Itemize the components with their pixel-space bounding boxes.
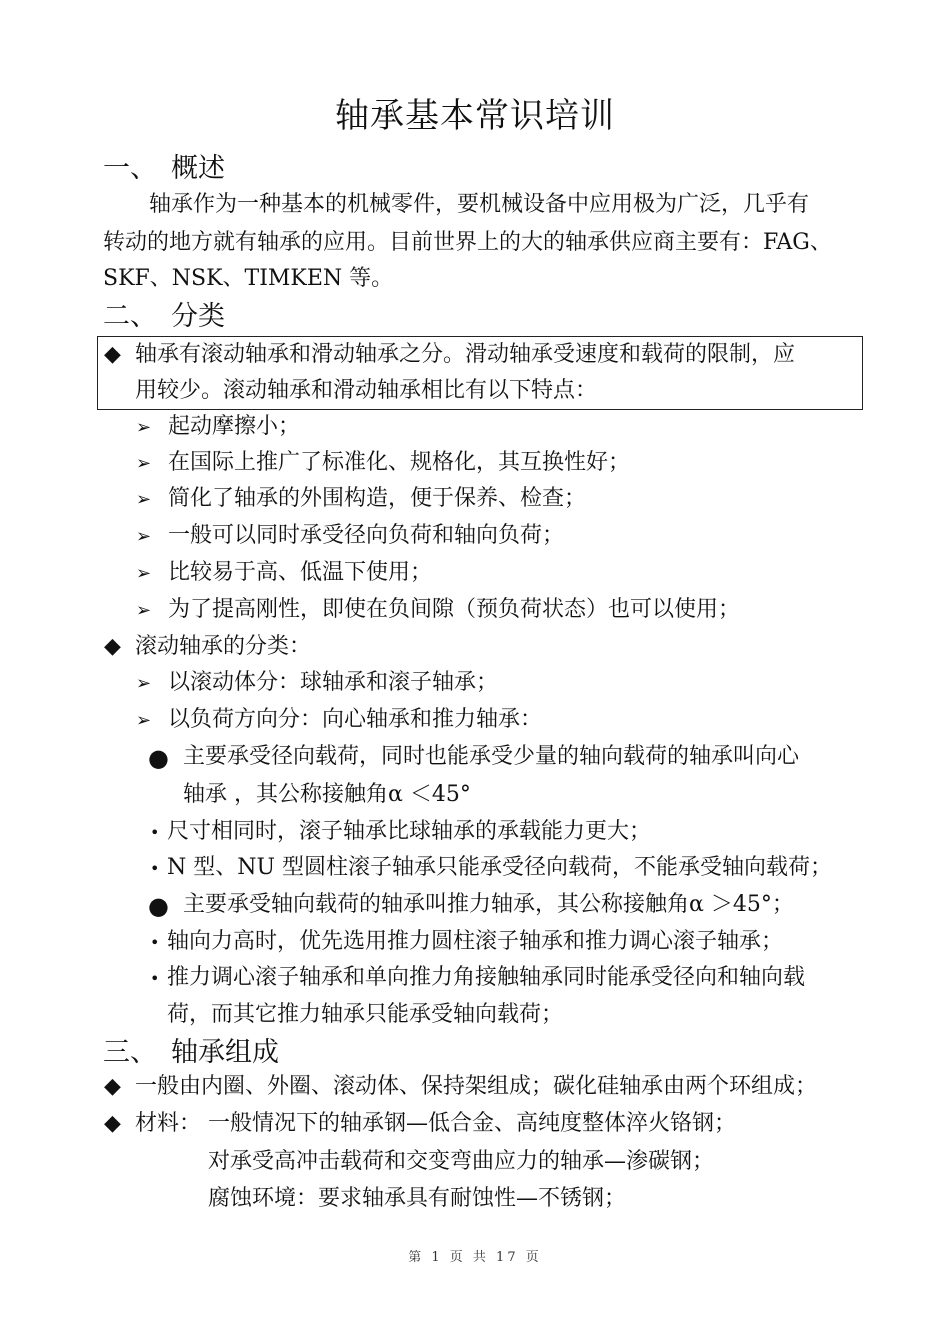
arrow-bullet-icon: ➢ bbox=[136, 417, 152, 438]
materials-line-3: 腐蚀环境：要求轴承具有耐蚀性—不锈钢； bbox=[208, 1186, 627, 1211]
by-rolling-body: 以滚动体分：球轴承和滚子轴承； bbox=[168, 670, 499, 695]
n-type-note: N 型、NU 型圆柱滚子轴承只能承受径向载荷，不能承受轴向载荷； bbox=[167, 855, 833, 880]
bullet-icon: ● bbox=[148, 744, 169, 772]
arrow-bullet-icon: ➢ bbox=[136, 673, 152, 694]
feature-item: 简化了轴承的外围构造，便于保养、检查； bbox=[168, 486, 587, 511]
arrow-bullet-icon: ➢ bbox=[136, 710, 152, 731]
rolling-classification-title: 滚动轴承的分类： bbox=[135, 634, 312, 659]
overview-line-3: SKF、NSK、TIMKEN 等。 bbox=[103, 266, 394, 291]
bullet-icon: • bbox=[150, 823, 160, 842]
feature-item: 在国际上推广了标准化、规格化，其互换性好； bbox=[168, 450, 631, 475]
arrow-bullet-icon: ➢ bbox=[136, 600, 152, 621]
feature-item: 起动摩擦小； bbox=[168, 414, 301, 439]
bullet-icon: ● bbox=[148, 892, 169, 920]
materials-line-2: 对承受高冲击载荷和交变弯曲应力的轴承—渗碳钢； bbox=[208, 1149, 715, 1174]
feature-item: 一般可以同时承受径向负荷和轴向负荷； bbox=[168, 523, 565, 548]
section-heading-overview bbox=[103, 146, 225, 185]
diamond-bullet-icon: ◆ bbox=[104, 634, 121, 659]
bullet-icon: • bbox=[150, 859, 160, 878]
axial-high-note: 轴向力高时，优先选用推力圆柱滚子轴承和推力调心滚子轴承； bbox=[167, 929, 784, 954]
document-title: 轴承基本常识培训 bbox=[335, 96, 615, 136]
materials-label: 材料： bbox=[135, 1111, 202, 1136]
section-number: 三、 bbox=[103, 1037, 157, 1068]
section-number: 二、 bbox=[103, 301, 157, 332]
overview-line-1: 轴承作为一种基本的机械零件，要机械设备中应用极为广泛，几乎有 bbox=[149, 192, 810, 217]
spherical-line-2: 荷，而其它推力轴承只能承受轴向载荷； bbox=[167, 1002, 564, 1027]
thrust-bearing-note: 主要承受轴向载荷的轴承叫推力轴承，其公称接触角α ＞45°； bbox=[183, 892, 794, 917]
overview-line-2: 转动的地方就有轴承的应用。目前世界上的大的轴承供应商主要有：FAG、 bbox=[103, 230, 832, 255]
boxed-line-1: 轴承有滚动轴承和滑动轴承之分。滑动轴承受速度和载荷的限制，应 bbox=[135, 342, 796, 367]
radial-bearing-line-2: 轴承 ，其公称接触角α ＜45° bbox=[183, 782, 471, 807]
materials-line-1: 一般情况下的轴承钢—低合金、高纯度整体淬火铬钢； bbox=[208, 1111, 737, 1136]
arrow-bullet-icon: ➢ bbox=[136, 489, 152, 510]
arrow-bullet-icon: ➢ bbox=[136, 563, 152, 584]
section-heading-classification bbox=[103, 294, 225, 333]
arrow-bullet-icon: ➢ bbox=[136, 453, 152, 474]
by-load-direction: 以负荷方向分：向心轴承和推力轴承： bbox=[168, 707, 543, 732]
bullet-icon: • bbox=[150, 933, 160, 952]
bullet-icon: • bbox=[150, 969, 160, 988]
radial-bearing-line-1: 主要承受径向载荷，同时也能承受少量的轴向载荷的轴承叫向心 bbox=[183, 744, 800, 769]
composition-item: 一般由内圈、外圈、滚动体、保持架组成；碳化硅轴承由两个环组成； bbox=[135, 1074, 818, 1099]
diamond-bullet-icon: ◆ bbox=[104, 1111, 121, 1136]
diamond-bullet-icon: ◆ bbox=[104, 1074, 121, 1099]
page-footer: 第 1 页 共 17 页 bbox=[408, 1250, 542, 1265]
feature-item: 为了提高刚性，即使在负间隙（预负荷状态）也可以使用； bbox=[168, 597, 741, 622]
boxed-line-2: 用较少。滚动轴承和滑动轴承相比有以下特点： bbox=[135, 378, 598, 403]
spherical-line-1: 推力调心滚子轴承和单向推力角接触轴承同时能承受径向和轴向载 bbox=[167, 965, 806, 990]
section-heading-composition bbox=[103, 1030, 279, 1069]
feature-item: 比较易于高、低温下使用； bbox=[168, 560, 433, 585]
section-number: 一、 bbox=[103, 153, 157, 184]
section-title: 分类 bbox=[171, 301, 225, 332]
section-title: 轴承组成 bbox=[171, 1037, 279, 1068]
size-note: 尺寸相同时，滚子轴承比球轴承的承载能力更大； bbox=[167, 819, 652, 844]
section-title: 概述 bbox=[171, 153, 225, 184]
diamond-bullet-icon: ◆ bbox=[104, 342, 121, 367]
arrow-bullet-icon: ➢ bbox=[136, 526, 152, 547]
